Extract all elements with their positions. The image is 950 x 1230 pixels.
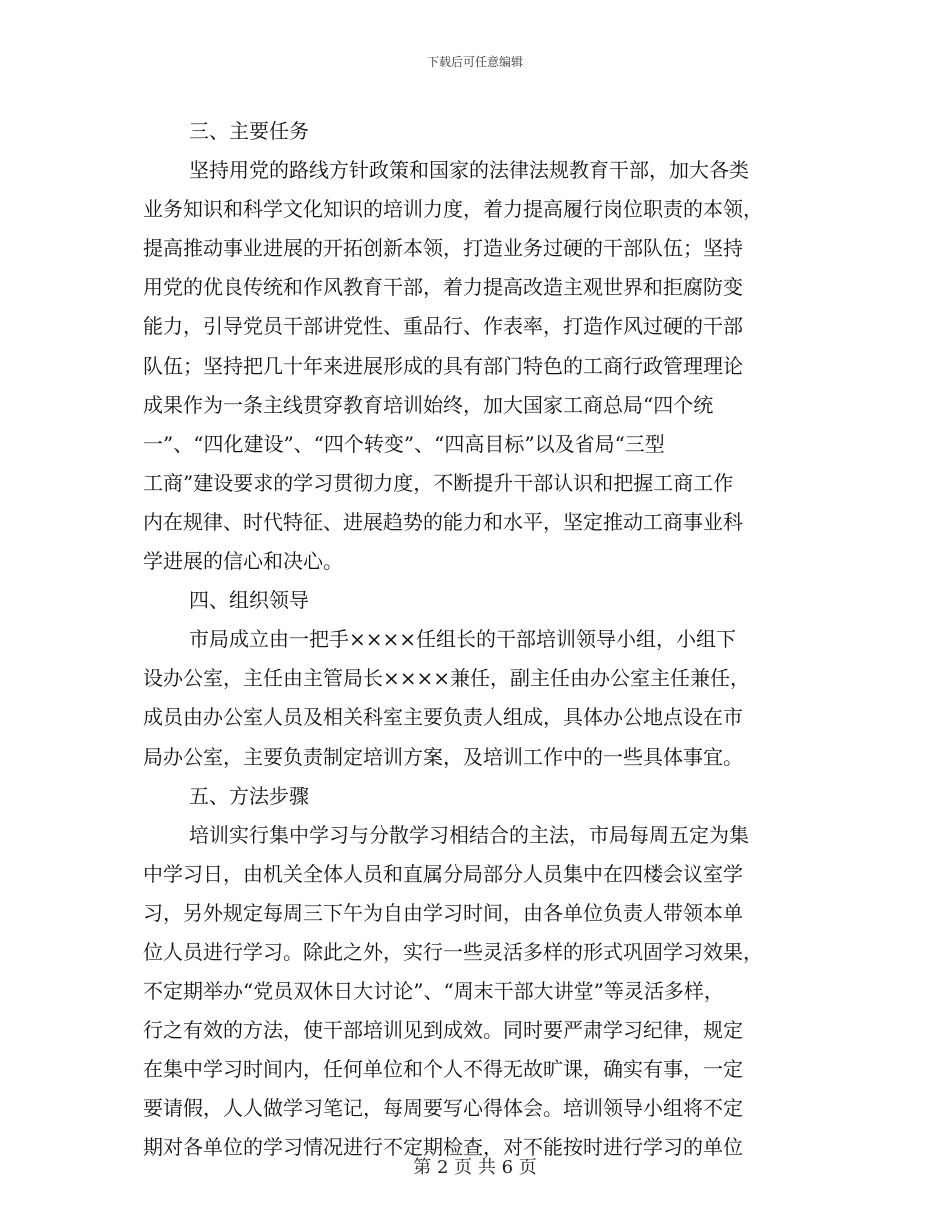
section-heading-methods: 五、方法步骤 <box>189 783 309 808</box>
paragraph-line: 用党的优良传统和作风教育干部，着力提高改造主观世界和拒腐防变 <box>143 275 743 300</box>
paragraph-line: 内在规律、时代特征、进展趋势的能力和水平，坚定推动工商事业科 <box>143 509 743 534</box>
page-number-footer: 第 2 页 共 6 页 <box>413 1157 537 1178</box>
paragraph-line: 能力，引导党员干部讲党性、重品行、作表率，打造作风过硬的干部 <box>143 314 743 339</box>
paragraph-line: 局办公室，主要负责制定培训方案，及培训工作中的一些具体事宜。 <box>143 744 743 769</box>
paragraph-line: 成果作为一条主线贯穿教育培训始终，加大国家工商总局“四个统 <box>143 392 714 417</box>
paragraph-line: 要请假，人人做学习笔记，每周要写心得体会。培训领导小组将不定 <box>143 1096 743 1121</box>
paragraph-line: 位人员进行学习。除此之外，实行一些灵活多样的形式巩固学习效果， <box>143 939 763 964</box>
paragraph-line: 行之有效的方法，使干部培训见到成效。同时要严肃学习纪律，规定 <box>143 1018 743 1043</box>
paragraph-line: 期对各单位的学习情况进行不定期检查，对不能按时进行学习的单位 <box>143 1135 743 1160</box>
paragraph-line: 市局成立由一把手××××任组长的干部培训领导小组，小组下 <box>189 627 737 652</box>
section-heading-tasks: 三、主要任务 <box>189 119 309 143</box>
paragraph-line: 中学习日，由机关全体人员和直属分局部分人员集中在四楼会议室学 <box>143 861 743 886</box>
paragraph-line: 一”、“四化建设”、“四个转变”、“四高目标”以及省局“三型 <box>143 431 665 456</box>
paragraph-line: 设办公室，主任由主管局长××××兼任，副主任由办公室主任兼任， <box>143 666 751 691</box>
paragraph-line: 成员由办公室人员及相关科室主要负责人组成，具体办公地点设在市 <box>143 705 743 730</box>
section-heading-organization: 四、组织领导 <box>189 588 309 613</box>
page-header: 下载后可任意编辑 <box>426 55 523 69</box>
paragraph-line: 工商”建设要求的学习贯彻力度，不断提升干部认识和把握工商工作 <box>143 470 734 495</box>
paragraph-line: 业务知识和科学文化知识的培训力度，着力提高履行岗位职责的本领， <box>143 197 763 222</box>
paragraph-line: 队伍；坚持把几十年来进展形成的具有部门特色的工商行政管理理论 <box>143 353 743 378</box>
paragraph-line: 习，另外规定每周三下午为自由学习时间，由各单位负责人带领本单 <box>143 900 743 925</box>
paragraph-line: 坚持用党的路线方针政策和国家的法律法规教育干部，加大各类 <box>189 158 749 183</box>
paragraph-line: 学进展的信心和决心。 <box>143 549 343 574</box>
document-body <box>143 112 803 1168</box>
paragraph-line: 培训实行集中学习与分散学习相结合的主法，市局每周五定为集 <box>189 822 749 847</box>
paragraph-line: 在集中学习时间内，任何单位和个人不得无故旷课，确实有事，一定 <box>143 1057 743 1082</box>
paragraph-line: 不定期举办“党员双休日大讨论”、“周末干部大讲堂”等灵活多样， <box>143 979 724 1004</box>
paragraph-line: 提高推动事业进展的开拓创新本领，打造业务过硬的干部队伍；坚持 <box>143 236 743 261</box>
